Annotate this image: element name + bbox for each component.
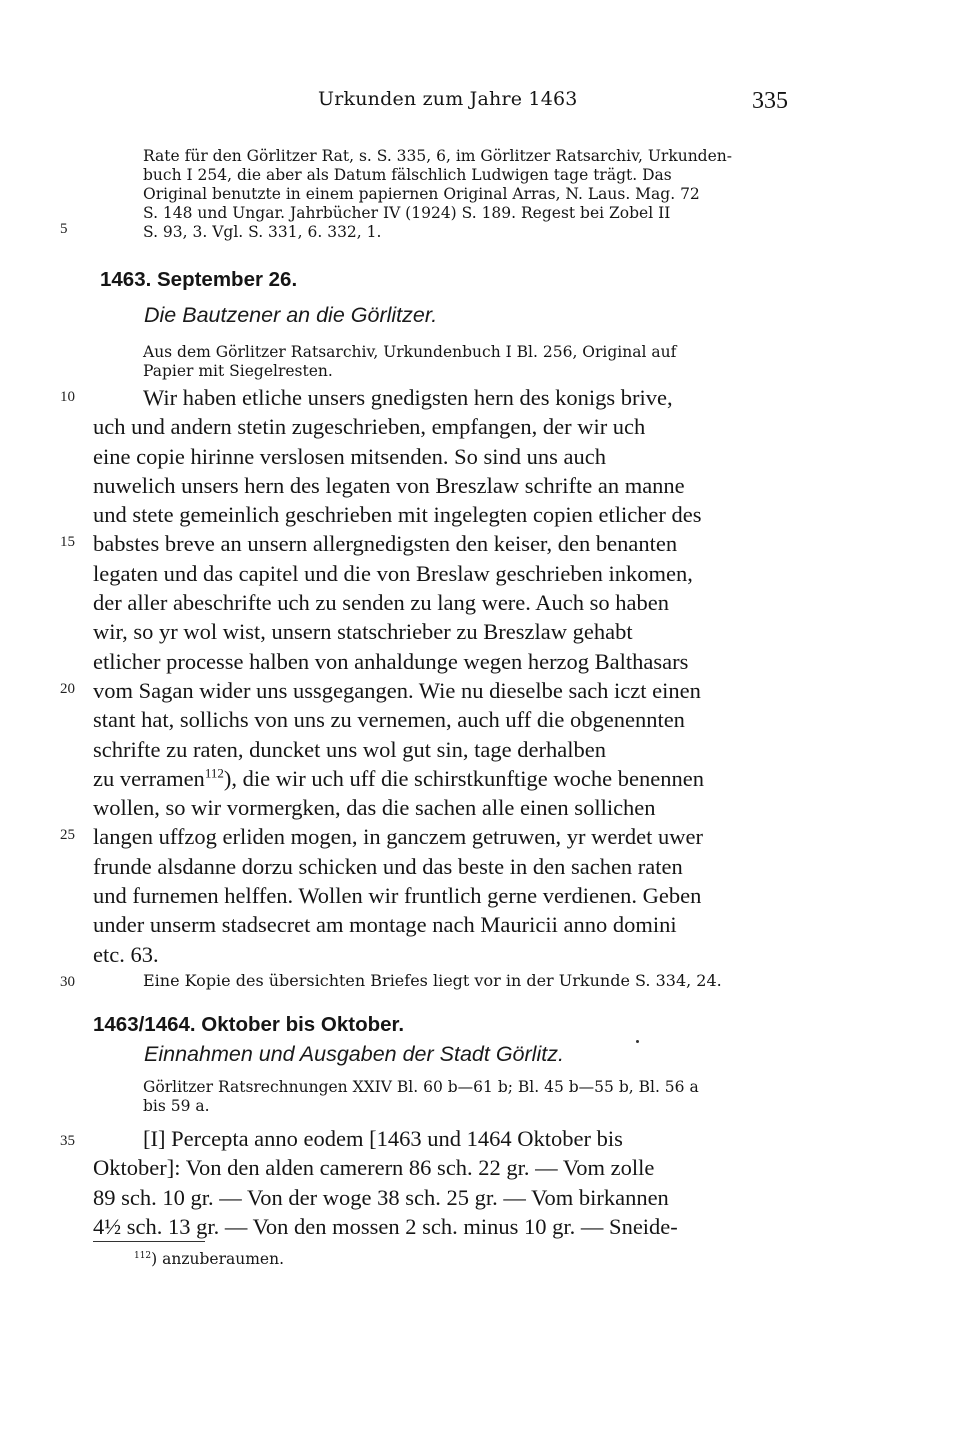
body-line: der aller abeschrifte uch zu senden zu lang were. Auch so haben	[93, 590, 670, 616]
body-line: Oktober]: Von den alden camerern 86 sch. 22 gr. — Vom zolle	[93, 1155, 655, 1181]
footnote-rule	[93, 1241, 205, 1242]
source-line: Aus dem Görlitzer Ratsarchiv, Urkundenbuch I Bl. 256, Original auf	[143, 343, 677, 361]
body-line: [I] Percepta anno eodem [1463 und 1464 Oktober bis	[143, 1126, 623, 1151]
body-line: 89 sch. 10 gr. — Von der woge 38 sch. 25 gr. — Vom birkannen	[93, 1184, 669, 1210]
body-line: langen uffzog erliden mogen, in ganczem getruwen, yr werdet uwer	[93, 824, 703, 850]
body-text-segment: ), die wir uch uff die schirstkunftige woche benennen	[223, 765, 704, 791]
carryover-line: buch I 254, die aber als Datum fälschlich Ludwigen tage trägt. Das	[143, 166, 672, 184]
body-line: etc. 63.	[93, 941, 159, 967]
line-number: 30	[60, 974, 75, 990]
body-line: babstes breve an unsern allergnedigsten den keiser, den benanten	[93, 531, 678, 557]
body-line: 4½ sch. 13 gr. — Von den mossen 2 sch. minus 10 gr. — Sneide-	[93, 1213, 678, 1239]
body-line: und stete gemeinlich geschrieben mit ingelegten copien etlicher des	[93, 502, 702, 528]
carryover-line: Original benutzte in einem papiernen Original Arras, N. Laus. Mag. 72	[143, 185, 700, 203]
running-head-title: Urkunden zum Jahre 1463	[318, 88, 578, 110]
line-number: 35	[60, 1133, 75, 1149]
body-line: vom Sagan wider uns ussgegangen. Wie nu dieselbe sach iczt einen	[93, 677, 701, 703]
line-number: 10	[60, 389, 75, 405]
body-line-with-note	[93, 764, 783, 793]
line-number: 5	[60, 221, 68, 237]
footnote	[134, 1250, 284, 1268]
body-text-segment: zu verramen	[93, 765, 205, 791]
source-line: bis 59 a.	[143, 1097, 210, 1115]
body-line: legaten und das capitel und die von Breslaw geschrieben inkomen,	[93, 560, 693, 586]
body-line: nuwelich unsers hern des legaten von Breszlaw schrifte an manne	[93, 472, 685, 498]
carryover-line: S. 93, 3. Vgl. S. 331, 6. 332, 1.	[143, 223, 382, 241]
source-line: Papier mit Siegelresten.	[143, 362, 333, 380]
carryover-line: Rate für den Görlitzer Rat, s. S. 335, 6, im Görlitzer Ratsarchiv, Urkunden-	[143, 147, 732, 165]
body-line: etlicher processe halben von anhaldunge wegen herzog Balthasars	[93, 648, 689, 674]
body-line: wir, so yr wol wist, unsern statschrieber zu Breszlaw gehabt	[93, 619, 633, 645]
document-title: Die Bautzener an die Görlitzer.	[144, 303, 438, 327]
body-line: under unserm stadsecret am montage nach Mauricii anno domini	[93, 912, 677, 938]
body-line: stant hat, sollichs von uns zu vernemen, auch uff die obgenennten	[93, 707, 685, 733]
source-line: Görlitzer Ratsrechnungen XXIV Bl. 60 b—61 b; Bl. 45 b—55 b, Bl. 56 a	[143, 1078, 699, 1096]
document-date: 1463/1464. Oktober bis Oktober.	[93, 1013, 405, 1036]
footnote-marker[interactable]: 112	[204, 765, 224, 781]
line-number: 20	[60, 681, 75, 697]
body-line: frunde alsdanne dorzu schicken und das beste in den sachen raten	[93, 853, 683, 879]
document-title: Einnahmen und Ausgaben der Stadt Görlitz.	[144, 1042, 564, 1066]
body-line: schrifte zu raten, duncket uns wol gut sin, tage derhalben	[93, 736, 606, 762]
running-head	[0, 88, 960, 118]
body-line: eine copie hirinne verslosen mitsenden. So sind uns auch	[93, 443, 607, 469]
document-body	[93, 1124, 783, 1241]
document-body	[93, 383, 783, 969]
body-line: wollen, so wir vormergken, das die sachen alle einen sollichen	[93, 795, 656, 821]
document-date: 1463. September 26.	[100, 268, 298, 291]
document-source	[143, 343, 788, 381]
body-line: und furnemen helffen. Wollen wir fruntlich gerne verdienen. Geben	[93, 883, 702, 909]
body-line: Wir haben etliche unsers gnedigsten hern des konigs brive,	[143, 385, 673, 410]
carryover-line: S. 148 und Ungar. Jahrbücher IV (1924) S. 189. Regest bei Zobel II	[143, 204, 671, 222]
document-note: Eine Kopie des übersichten Briefes liegt vor in der Urkunde S. 334, 24.	[143, 971, 722, 990]
line-number: 25	[60, 827, 75, 843]
carryover-note	[143, 147, 788, 242]
body-line: uch und andern stetin zugeschrieben, empfangen, der wir uch	[93, 414, 646, 440]
footnote-text: ) anzuberaumen.	[151, 1250, 285, 1268]
line-number: 15	[60, 534, 75, 550]
footnote-number: 112	[134, 1251, 152, 1262]
print-speck	[636, 1040, 639, 1043]
document-source	[143, 1078, 788, 1116]
page-number: 335	[752, 88, 788, 114]
